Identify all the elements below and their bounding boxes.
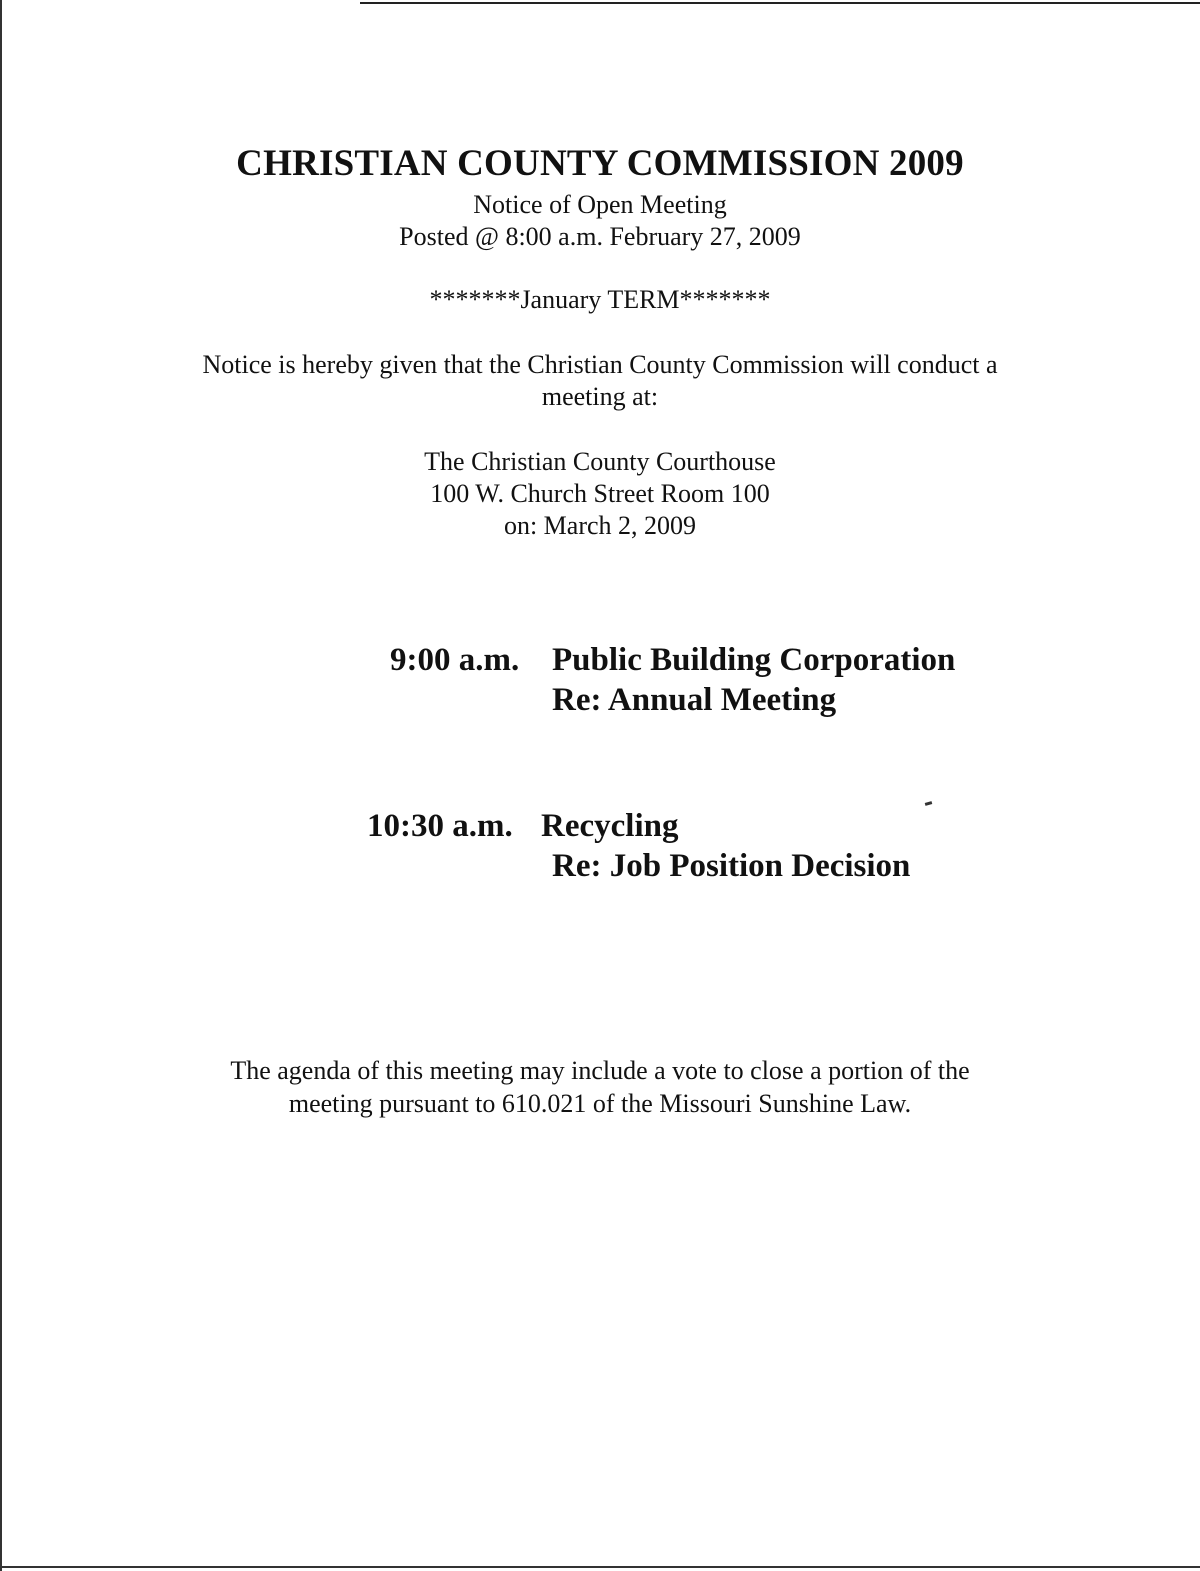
meeting-date: on: March 2, 2009 [503, 511, 697, 540]
agenda-re: Re: Annual Meeting [552, 682, 837, 718]
intro-line-1: Notice is hereby given that the Christian County Commission will conduct a [202, 350, 998, 379]
agenda-re: Re: Job Position Decision [552, 848, 911, 884]
footer-line-1: The agenda of this meeting may include a vote to close a portion of the [230, 1056, 970, 1085]
footer-line-2: meeting pursuant to 610.021 of the Missouri Sunshine Law. [288, 1089, 912, 1118]
scan-edge-bottom [0, 1566, 1200, 1568]
notice-type: Notice of Open Meeting [473, 190, 727, 219]
location-address: 100 W. Church Street Room 100 [430, 479, 770, 508]
agenda-topic: Recycling [541, 808, 679, 844]
agenda-time: 10:30 a.m. [367, 808, 513, 844]
term-label: *******January TERM******* [429, 285, 771, 314]
location-place: The Christian County Courthouse [424, 447, 776, 476]
scan-artifact-mark [925, 801, 933, 806]
agenda-time: 9:00 a.m. [390, 642, 520, 678]
intro-line-2: meeting at: [541, 382, 659, 411]
scan-edge-top [360, 2, 1200, 4]
document-title: CHRISTIAN COUNTY COMMISSION 2009 [236, 143, 964, 184]
posted-date: Posted @ 8:00 a.m. February 27, 2009 [399, 222, 801, 251]
agenda-topic: Public Building Corporation [552, 642, 956, 678]
